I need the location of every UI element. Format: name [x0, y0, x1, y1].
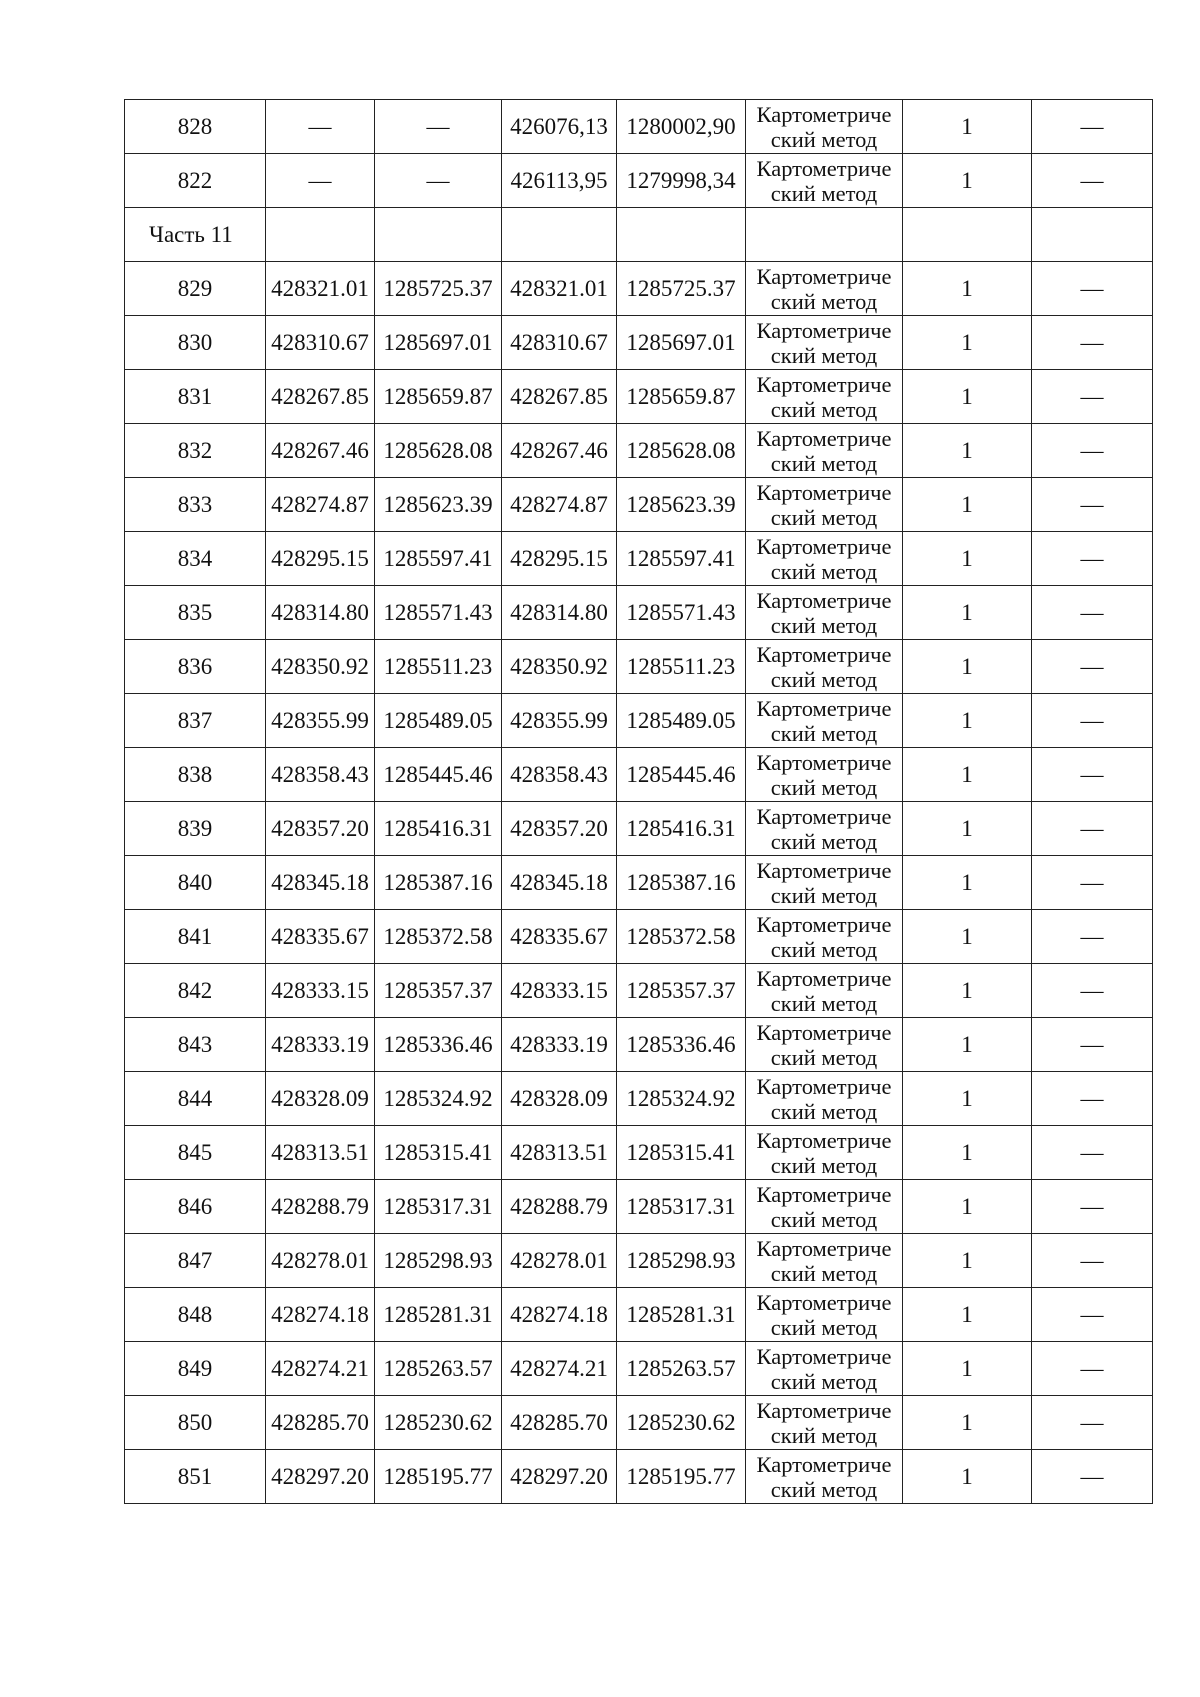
method-cell [746, 1396, 903, 1450]
point-number-cell: 850 [125, 1396, 266, 1450]
method-cell [746, 532, 903, 586]
method-text-line: ский метод [770, 990, 878, 1016]
method-text-line: ский метод [770, 1422, 878, 1448]
method-text-line: Картометриче [756, 1127, 892, 1153]
point-number-cell: 838 [125, 748, 266, 802]
method-text-line: ский метод [770, 936, 878, 962]
coord-x-existing-cell: 428345.18 [266, 856, 375, 910]
coord-x-existing-cell: 428285.70 [266, 1396, 375, 1450]
method-text-line: ский метод [770, 342, 878, 368]
coord-y-new-cell: 1285372.58 [617, 910, 746, 964]
coord-y-existing-cell: 1285336.46 [375, 1018, 502, 1072]
coord-y-new-cell: 1285623.39 [617, 478, 746, 532]
method-text-line: Картометриче [756, 857, 892, 883]
method-text-line: ский метод [770, 396, 878, 422]
method-text-line: ский метод [770, 1476, 878, 1502]
note-cell: — [1032, 1234, 1153, 1288]
coord-x-existing-cell: 428350.92 [266, 640, 375, 694]
coord-x-new-cell: 428345.18 [502, 856, 617, 910]
table-row [125, 1342, 1153, 1396]
coord-x-existing-cell: 428295.15 [266, 532, 375, 586]
note-cell: — [1032, 100, 1153, 154]
table-row [125, 424, 1153, 478]
table-row [125, 856, 1153, 910]
method-text-line: Картометриче [756, 1343, 892, 1369]
empty-cell [617, 208, 746, 262]
method-cell [746, 316, 903, 370]
accuracy-cell: 1 [903, 154, 1032, 208]
table-row [125, 1018, 1153, 1072]
table-row [125, 1072, 1153, 1126]
point-number-cell: 829 [125, 262, 266, 316]
coord-y-existing-cell: 1285387.16 [375, 856, 502, 910]
method-text-line: ский метод [770, 1152, 878, 1178]
coord-x-new-cell: 426076,13 [502, 100, 617, 154]
coord-y-existing-cell: 1285628.08 [375, 424, 502, 478]
table-row [125, 370, 1153, 424]
coord-y-new-cell: 1285315.41 [617, 1126, 746, 1180]
point-number-cell: 835 [125, 586, 266, 640]
coord-x-new-cell: 428350.92 [502, 640, 617, 694]
coord-y-new-cell: 1285281.31 [617, 1288, 746, 1342]
coord-y-new-cell: 1285298.93 [617, 1234, 746, 1288]
coord-x-new-cell: 428297.20 [502, 1450, 617, 1504]
point-number-cell: 836 [125, 640, 266, 694]
coord-x-existing-cell: 428333.15 [266, 964, 375, 1018]
accuracy-cell: 1 [903, 424, 1032, 478]
coord-x-existing-cell: 428358.43 [266, 748, 375, 802]
note-cell: — [1032, 1018, 1153, 1072]
method-text-line: ский метод [770, 1098, 878, 1124]
coord-y-new-cell: 1285725.37 [617, 262, 746, 316]
coord-y-new-cell: 1285387.16 [617, 856, 746, 910]
coord-x-existing-cell: 428310.67 [266, 316, 375, 370]
note-cell: — [1032, 802, 1153, 856]
accuracy-cell: 1 [903, 370, 1032, 424]
coord-y-existing-cell: 1285511.23 [375, 640, 502, 694]
method-text-line: ский метод [770, 180, 878, 206]
method-cell [746, 100, 903, 154]
point-number-cell: 837 [125, 694, 266, 748]
table-body [125, 100, 1153, 1504]
coord-x-new-cell: 428321.01 [502, 262, 617, 316]
accuracy-cell: 1 [903, 478, 1032, 532]
coord-y-existing-cell: 1285372.58 [375, 910, 502, 964]
table-row [125, 586, 1153, 640]
method-text-line: ский метод [770, 1260, 878, 1286]
coord-y-new-cell: 1285489.05 [617, 694, 746, 748]
method-cell [746, 1450, 903, 1504]
method-text-line: Картометриче [756, 425, 892, 451]
point-number-cell: 828 [125, 100, 266, 154]
method-cell [746, 694, 903, 748]
part-label: Часть 11 [125, 208, 266, 262]
method-text-line: Картометриче [756, 371, 892, 397]
note-cell: — [1032, 262, 1153, 316]
coord-x-new-cell: 428274.87 [502, 478, 617, 532]
method-text-line: ский метод [770, 558, 878, 584]
accuracy-cell: 1 [903, 856, 1032, 910]
coord-x-existing-cell: 428278.01 [266, 1234, 375, 1288]
empty-cell [1032, 208, 1153, 262]
empty-cell [746, 208, 903, 262]
coord-y-new-cell: 1285317.31 [617, 1180, 746, 1234]
table-row [125, 262, 1153, 316]
method-text-line: ский метод [770, 126, 878, 152]
note-cell: — [1032, 370, 1153, 424]
coord-y-new-cell: 1285445.46 [617, 748, 746, 802]
empty-cell [903, 208, 1032, 262]
accuracy-cell: 1 [903, 586, 1032, 640]
table-row [125, 316, 1153, 370]
note-cell: — [1032, 586, 1153, 640]
table-row [125, 532, 1153, 586]
method-text-line: ский метод [770, 1368, 878, 1394]
accuracy-cell: 1 [903, 1450, 1032, 1504]
coord-x-existing-cell: 428288.79 [266, 1180, 375, 1234]
coord-x-new-cell: 428310.67 [502, 316, 617, 370]
coord-x-existing-cell: 428274.18 [266, 1288, 375, 1342]
accuracy-cell: 1 [903, 1018, 1032, 1072]
point-number-cell: 845 [125, 1126, 266, 1180]
accuracy-cell: 1 [903, 694, 1032, 748]
table-row [125, 478, 1153, 532]
accuracy-cell: 1 [903, 1234, 1032, 1288]
coord-x-existing-cell: 428328.09 [266, 1072, 375, 1126]
coord-x-existing-cell: 428274.21 [266, 1342, 375, 1396]
method-cell [746, 424, 903, 478]
accuracy-cell: 1 [903, 1072, 1032, 1126]
coord-y-new-cell: 1285336.46 [617, 1018, 746, 1072]
coord-x-new-cell: 428267.46 [502, 424, 617, 478]
coord-y-new-cell: 1285697.01 [617, 316, 746, 370]
coord-y-existing-cell: 1285357.37 [375, 964, 502, 1018]
method-cell [746, 1072, 903, 1126]
coord-y-existing-cell: — [375, 154, 502, 208]
table-row [125, 640, 1153, 694]
note-cell: — [1032, 316, 1153, 370]
note-cell: — [1032, 1288, 1153, 1342]
method-cell [746, 1234, 903, 1288]
method-text-line: Картометриче [756, 155, 892, 181]
point-number-cell: 847 [125, 1234, 266, 1288]
coord-y-existing-cell: 1285725.37 [375, 262, 502, 316]
coord-x-existing-cell: 428333.19 [266, 1018, 375, 1072]
coord-x-existing-cell: 428335.67 [266, 910, 375, 964]
coord-x-new-cell: 428278.01 [502, 1234, 617, 1288]
coord-y-existing-cell: 1285597.41 [375, 532, 502, 586]
accuracy-cell: 1 [903, 964, 1032, 1018]
table-row [125, 154, 1153, 208]
coord-y-existing-cell: — [375, 100, 502, 154]
part-header-row [125, 208, 1153, 262]
empty-cell [502, 208, 617, 262]
note-cell: — [1032, 478, 1153, 532]
coord-x-existing-cell: 428267.85 [266, 370, 375, 424]
coord-x-new-cell: 426113,95 [502, 154, 617, 208]
method-text-line: ский метод [770, 1314, 878, 1340]
coord-x-new-cell: 428285.70 [502, 1396, 617, 1450]
method-text-line: Картометриче [756, 1451, 892, 1477]
coord-x-new-cell: 428333.15 [502, 964, 617, 1018]
coord-x-new-cell: 428355.99 [502, 694, 617, 748]
table-row [125, 1288, 1153, 1342]
method-cell [746, 154, 903, 208]
method-cell [746, 1126, 903, 1180]
method-cell [746, 640, 903, 694]
note-cell: — [1032, 532, 1153, 586]
note-cell: — [1032, 1450, 1153, 1504]
coord-x-existing-cell: 428313.51 [266, 1126, 375, 1180]
point-number-cell: 841 [125, 910, 266, 964]
empty-cell [266, 208, 375, 262]
method-text-line: Картометриче [756, 533, 892, 559]
table-row [125, 1234, 1153, 1288]
method-text-line: ский метод [770, 666, 878, 692]
coord-x-existing-cell: — [266, 100, 375, 154]
accuracy-cell: 1 [903, 1396, 1032, 1450]
point-number-cell: 831 [125, 370, 266, 424]
method-cell [746, 1180, 903, 1234]
method-text-line: ский метод [770, 882, 878, 908]
point-number-cell: 842 [125, 964, 266, 1018]
method-cell [746, 262, 903, 316]
coord-x-existing-cell: 428321.01 [266, 262, 375, 316]
point-number-cell: 822 [125, 154, 266, 208]
method-cell [746, 370, 903, 424]
coord-x-existing-cell: 428297.20 [266, 1450, 375, 1504]
coord-y-new-cell: 1280002,90 [617, 100, 746, 154]
coord-y-new-cell: 1285195.77 [617, 1450, 746, 1504]
note-cell: — [1032, 424, 1153, 478]
method-text-line: ский метод [770, 720, 878, 746]
method-text-line: ский метод [770, 612, 878, 638]
coord-y-new-cell: 1285357.37 [617, 964, 746, 1018]
coord-y-new-cell: 1285416.31 [617, 802, 746, 856]
accuracy-cell: 1 [903, 1288, 1032, 1342]
empty-cell [375, 208, 502, 262]
method-cell [746, 1342, 903, 1396]
coord-y-new-cell: 1285263.57 [617, 1342, 746, 1396]
method-text-line: Картометриче [756, 695, 892, 721]
method-text-line: Картометриче [756, 1289, 892, 1315]
method-text-line: Картометриче [756, 101, 892, 127]
coord-x-new-cell: 428358.43 [502, 748, 617, 802]
coord-y-existing-cell: 1285623.39 [375, 478, 502, 532]
method-text-line: Картометриче [756, 587, 892, 613]
coord-y-existing-cell: 1285489.05 [375, 694, 502, 748]
note-cell: — [1032, 1072, 1153, 1126]
point-number-cell: 843 [125, 1018, 266, 1072]
accuracy-cell: 1 [903, 100, 1032, 154]
method-text-line: Картометриче [756, 1235, 892, 1261]
note-cell: — [1032, 910, 1153, 964]
coord-y-existing-cell: 1285324.92 [375, 1072, 502, 1126]
coord-y-new-cell: 1285230.62 [617, 1396, 746, 1450]
method-cell [746, 964, 903, 1018]
coord-y-new-cell: 1285511.23 [617, 640, 746, 694]
coord-x-existing-cell: 428314.80 [266, 586, 375, 640]
coord-y-new-cell: 1285571.43 [617, 586, 746, 640]
coord-x-existing-cell: — [266, 154, 375, 208]
table-row [125, 1450, 1153, 1504]
coord-y-existing-cell: 1285317.31 [375, 1180, 502, 1234]
method-text-line: Картометриче [756, 479, 892, 505]
coord-x-existing-cell: 428274.87 [266, 478, 375, 532]
point-number-cell: 851 [125, 1450, 266, 1504]
note-cell: — [1032, 154, 1153, 208]
coord-x-new-cell: 428295.15 [502, 532, 617, 586]
method-text-line: Картометриче [756, 911, 892, 937]
table-row [125, 694, 1153, 748]
accuracy-cell: 1 [903, 1126, 1032, 1180]
note-cell: — [1032, 1342, 1153, 1396]
coord-x-new-cell: 428274.21 [502, 1342, 617, 1396]
coord-x-new-cell: 428274.18 [502, 1288, 617, 1342]
note-cell: — [1032, 640, 1153, 694]
coord-y-existing-cell: 1285571.43 [375, 586, 502, 640]
coordinates-table [124, 99, 1153, 1504]
note-cell: — [1032, 1126, 1153, 1180]
note-cell: — [1032, 1180, 1153, 1234]
coord-y-existing-cell: 1285315.41 [375, 1126, 502, 1180]
method-cell [746, 856, 903, 910]
coord-x-new-cell: 428313.51 [502, 1126, 617, 1180]
accuracy-cell: 1 [903, 1180, 1032, 1234]
table-row [125, 802, 1153, 856]
point-number-cell: 839 [125, 802, 266, 856]
coord-x-new-cell: 428267.85 [502, 370, 617, 424]
point-number-cell: 840 [125, 856, 266, 910]
coord-x-new-cell: 428288.79 [502, 1180, 617, 1234]
accuracy-cell: 1 [903, 640, 1032, 694]
coord-y-existing-cell: 1285263.57 [375, 1342, 502, 1396]
method-text-line: ский метод [770, 288, 878, 314]
coord-y-existing-cell: 1285298.93 [375, 1234, 502, 1288]
method-text-line: ский метод [770, 450, 878, 476]
coord-y-existing-cell: 1285195.77 [375, 1450, 502, 1504]
point-number-cell: 834 [125, 532, 266, 586]
method-cell [746, 586, 903, 640]
coord-x-new-cell: 428314.80 [502, 586, 617, 640]
table-row [125, 910, 1153, 964]
method-text-line: ский метод [770, 1206, 878, 1232]
point-number-cell: 848 [125, 1288, 266, 1342]
coord-y-existing-cell: 1285416.31 [375, 802, 502, 856]
method-cell [746, 1018, 903, 1072]
accuracy-cell: 1 [903, 316, 1032, 370]
accuracy-cell: 1 [903, 262, 1032, 316]
coord-y-new-cell: 1285597.41 [617, 532, 746, 586]
table-row [125, 100, 1153, 154]
accuracy-cell: 1 [903, 802, 1032, 856]
coord-y-new-cell: 1285628.08 [617, 424, 746, 478]
note-cell: — [1032, 1396, 1153, 1450]
method-cell [746, 748, 903, 802]
method-text-line: Картометриче [756, 1397, 892, 1423]
point-number-cell: 833 [125, 478, 266, 532]
method-text-line: Картометриче [756, 965, 892, 991]
method-cell [746, 478, 903, 532]
coord-y-new-cell: 1279998,34 [617, 154, 746, 208]
coord-y-new-cell: 1285324.92 [617, 1072, 746, 1126]
method-text-line: ский метод [770, 504, 878, 530]
note-cell: — [1032, 694, 1153, 748]
point-number-cell: 849 [125, 1342, 266, 1396]
note-cell: — [1032, 856, 1153, 910]
table-row [125, 1126, 1153, 1180]
method-text-line: ский метод [770, 774, 878, 800]
coord-y-existing-cell: 1285281.31 [375, 1288, 502, 1342]
method-text-line: ский метод [770, 1044, 878, 1070]
coord-y-existing-cell: 1285230.62 [375, 1396, 502, 1450]
coord-y-existing-cell: 1285445.46 [375, 748, 502, 802]
method-text-line: Картометриче [756, 1181, 892, 1207]
method-cell [746, 802, 903, 856]
point-number-cell: 832 [125, 424, 266, 478]
method-text-line: Картометриче [756, 803, 892, 829]
coord-x-new-cell: 428328.09 [502, 1072, 617, 1126]
coord-y-existing-cell: 1285659.87 [375, 370, 502, 424]
point-number-cell: 846 [125, 1180, 266, 1234]
point-number-cell: 844 [125, 1072, 266, 1126]
accuracy-cell: 1 [903, 748, 1032, 802]
coord-x-new-cell: 428357.20 [502, 802, 617, 856]
note-cell: — [1032, 964, 1153, 1018]
point-number-cell: 830 [125, 316, 266, 370]
table-row [125, 964, 1153, 1018]
method-text-line: Картометриче [756, 1019, 892, 1045]
method-text-line: Картометриче [756, 749, 892, 775]
coord-x-existing-cell: 428267.46 [266, 424, 375, 478]
accuracy-cell: 1 [903, 532, 1032, 586]
method-cell [746, 910, 903, 964]
method-text-line: Картометриче [756, 641, 892, 667]
coord-y-existing-cell: 1285697.01 [375, 316, 502, 370]
table-row [125, 1396, 1153, 1450]
accuracy-cell: 1 [903, 1342, 1032, 1396]
table-row [125, 1180, 1153, 1234]
note-cell: — [1032, 748, 1153, 802]
method-text-line: Картометриче [756, 317, 892, 343]
accuracy-cell: 1 [903, 910, 1032, 964]
coord-x-new-cell: 428333.19 [502, 1018, 617, 1072]
coord-y-new-cell: 1285659.87 [617, 370, 746, 424]
coord-x-existing-cell: 428355.99 [266, 694, 375, 748]
method-text-line: ский метод [770, 828, 878, 854]
coord-x-existing-cell: 428357.20 [266, 802, 375, 856]
coord-x-new-cell: 428335.67 [502, 910, 617, 964]
method-text-line: Картометриче [756, 263, 892, 289]
method-cell [746, 1288, 903, 1342]
table-row [125, 748, 1153, 802]
method-text-line: Картометриче [756, 1073, 892, 1099]
